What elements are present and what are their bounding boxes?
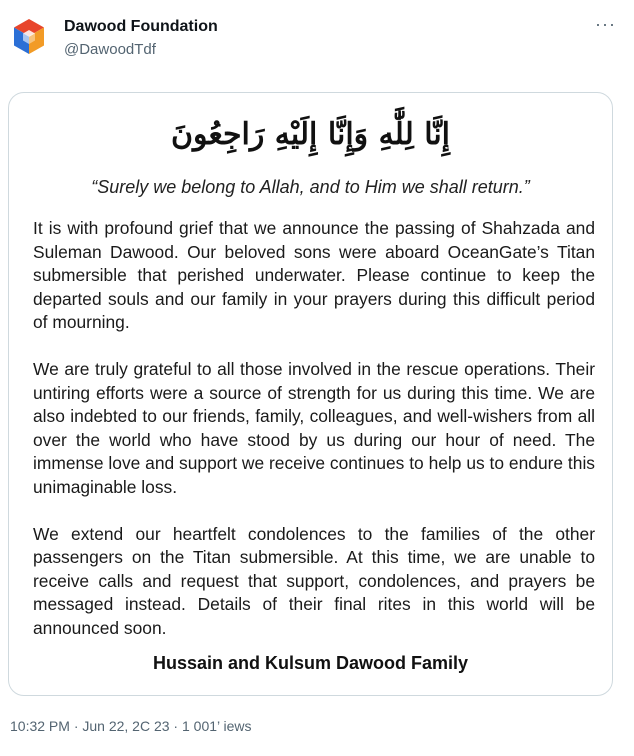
statement-body — [33, 217, 595, 664]
paragraph-1: It is with profound grief that we announce the passing of Shahzada and Suleman Dawood. Our beloved sons were aboard OceanGate’s Titan submersible that perished underwater. Please continue to keep the departed souls and our family in your prayers during this difficult period of mourning. — [33, 218, 595, 332]
more-horizontal-icon[interactable]: ··· — [595, 14, 616, 34]
verse-translation: “Surely we belong to Allah, and to Him we shall return.” — [91, 177, 530, 197]
account-handle[interactable]: @DawoodTdf — [64, 41, 156, 58]
tweet-header — [0, 0, 634, 80]
paragraph-3: We extend our heartfelt condolences to the families of the other passengers on the Titan submersible. At this time, we are unable to receive calls and request that support, condolences, and prayers be messaged instead. Details of their final rites in this world will be announced soon. — [33, 523, 595, 638]
tweet-timestamp[interactable]: 10:32 PM · Jun 22, 2C 23 · 1 001’ iews — [10, 718, 252, 734]
account-name[interactable]: Dawood Foundation — [64, 18, 218, 35]
dawood-foundation-logo-icon[interactable] — [12, 18, 46, 56]
paragraph-2: We are truly grateful to all those involved in the rescue operations. Their untiring efforts were a source of strength for us during this time. We are also indebted to our friends, family, colleagues, and well-wishers from all over the world who have stood by us during our hour of need. The immense love and support we receive continues to help us to endure this unimaginable loss. — [33, 359, 595, 497]
statement-image[interactable] — [8, 92, 613, 696]
family-signature: Hussain and Kulsum Dawood Family — [152, 653, 469, 673]
arabic-verse: إِنَّا لِلَّٰهِ وَإِنَّا إِلَيْهِ رَاجِعُونَ — [170, 117, 451, 152]
